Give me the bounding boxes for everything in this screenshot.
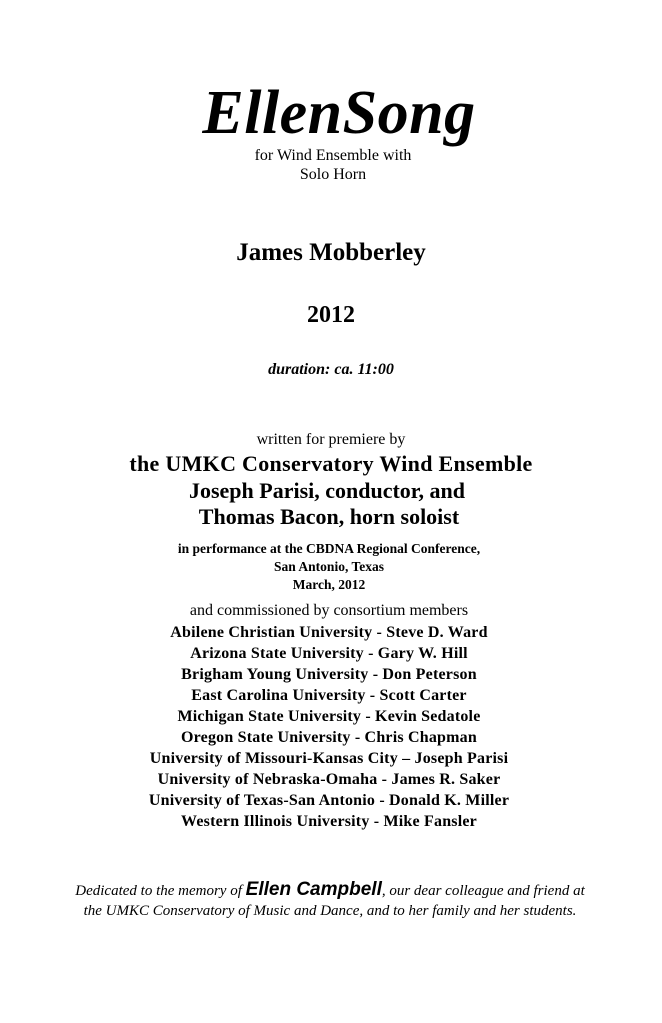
performance-line-2: San Antonio, Texas <box>274 559 384 574</box>
premiere-intro: written for premiere by <box>256 431 406 448</box>
dedication-line-1 <box>0 880 661 901</box>
subtitle-line-2: Solo Horn <box>299 166 367 183</box>
list-item: East Carolina University - Scott Carter <box>191 687 467 704</box>
commission-intro: and commissioned by consortium members <box>189 602 469 619</box>
list-item: Oregon State University - Chris Chapman <box>181 729 477 746</box>
dedication-suffix: , our dear colleague and friend at <box>381 883 585 899</box>
premiere-ensemble: the UMKC Conservatory Wind Ensemble <box>129 451 533 476</box>
list-item: Arizona State University - Gary W. Hill <box>190 645 468 662</box>
list-item: Brigham Young University - Don Peterson <box>181 666 477 683</box>
list-item: Abilene Christian University - Steve D. Ward <box>170 624 488 641</box>
work-title: EllenSong <box>202 79 476 147</box>
performance-info <box>0 540 660 594</box>
list-item: University of Missouri-Kansas City – Joseph Parisi <box>149 750 509 767</box>
performance-line-1: in performance at the CBDNA Regional Conference, <box>177 541 481 556</box>
premiere-conductor: Joseph Parisi, conductor, and <box>188 478 466 503</box>
dedicatee-name: Ellen Campbell <box>245 879 382 900</box>
duration: duration: ca. 11:00 <box>268 361 394 378</box>
list-item: University of Texas-San Antonio - Donald K. Miller <box>148 792 510 809</box>
consortium-members <box>0 622 660 832</box>
dedication-prefix: Dedicated to the memory of <box>75 883 246 899</box>
list-item: Michigan State University - Kevin Sedatole <box>177 708 481 725</box>
dedication <box>0 880 661 921</box>
performance-line-3: March, 2012 <box>292 577 366 592</box>
work-subtitle <box>2 146 662 184</box>
list-item: Western Illinois University - Mike Fansler <box>181 813 477 830</box>
dedication-line-2: the UMKC Conservatory of Music and Dance, and to her family and her students. <box>83 903 577 919</box>
subtitle-line-1: for Wind Ensemble with <box>254 147 412 164</box>
list-item: University of Nebraska-Omaha - James R. Saker <box>157 771 501 788</box>
premiere-soloist: Thomas Bacon, horn soloist <box>198 504 460 529</box>
composer-name: James Mobberley <box>236 239 426 266</box>
composition-year: 2012 <box>307 302 355 328</box>
